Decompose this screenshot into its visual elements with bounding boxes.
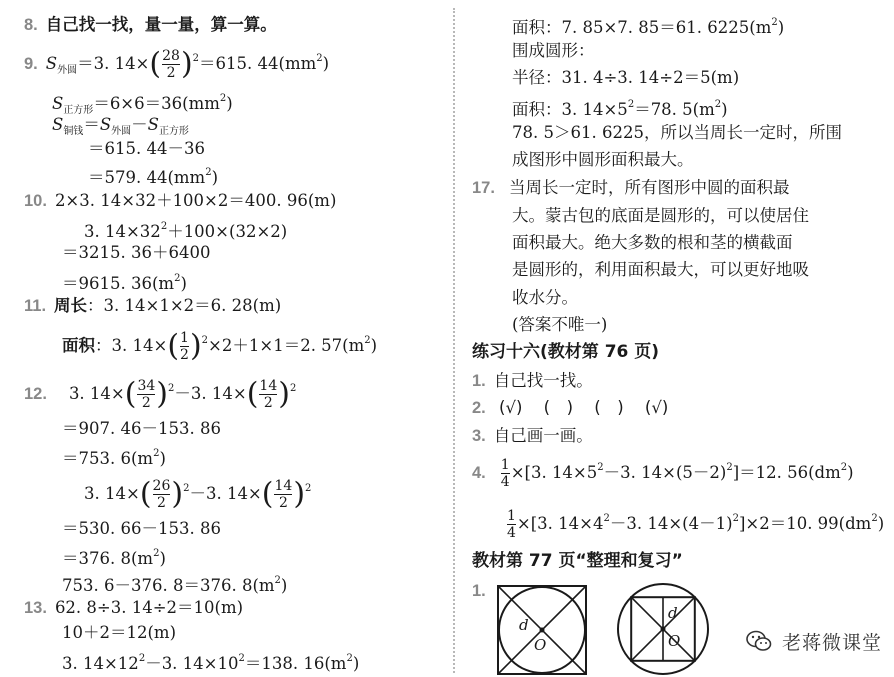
problem-9-line-3: $S_{铜钱}=S_{外圆}-S_{正方形}$ <box>52 115 189 137</box>
answer-check-1: (√) <box>499 398 523 417</box>
problem-9-line-2: $S_{正方形}=6\times 6=36(mm^2)$ <box>52 93 233 116</box>
label-d: d <box>519 616 529 634</box>
problem-17-line-4: 是圆形的，利用面积最大，可以更好地吸 <box>512 260 809 279</box>
exercise-16-title: 练习十六(教材第 76 页) <box>472 342 660 362</box>
review-title: 教材第 77 页“整理和复习” <box>472 551 683 571</box>
problem-10-line-2: 3. $14\times 32^2+100\times(32\times 2)$ <box>84 221 288 241</box>
exercise-16-item-4-line-1: 4. $\frac{1}{4}$ ×[3. $14\times 5^2-3$. $14\times(5-2)^2]=12$. $56(dm^2)$ <box>472 457 854 490</box>
square-with-inscribed-circle-figure <box>496 584 588 676</box>
problem-12-line-5: ＝530. 66－153. 86 <box>62 519 221 538</box>
watermark-text: 老蒋微课堂 <box>782 631 883 654</box>
answer-check-4: (√) <box>644 398 669 417</box>
right-conclusion-1: 78. 5＞61. 6225，所以当周长一定时，所围 <box>512 123 842 142</box>
fraction: $\frac{14}{2}$ <box>274 478 293 511</box>
exercise-16-item-1: 1. 自己找一找。 <box>472 371 593 390</box>
problem-13-line-1: 13. 62. 8÷3. 14÷2＝10(m) <box>24 598 244 617</box>
problem-17-line-3: 面积最大。绝大多数的根和茎的横截面 <box>512 233 793 252</box>
fraction: $\frac{28}{2}$ <box>162 48 180 81</box>
problem-17-line-5: 收水分。 <box>512 288 578 307</box>
fraction: $\frac{1}{2}$ <box>180 330 189 363</box>
label-o: O <box>668 632 681 650</box>
fraction: $\frac{34}{2}$ <box>137 378 156 411</box>
fraction: $\frac{1}{4}$ <box>500 457 510 490</box>
problem-17-note: (答案不唯一) <box>512 315 608 334</box>
exercise-16-item-2: 2. (√) ( ) ( ) (√) <box>472 398 669 417</box>
problem-12-line-2: ＝907. 46－153. 86 <box>62 419 221 438</box>
wechat-icon <box>744 626 774 656</box>
problem-8: 8. 自己找一找，量一量，算一算。 <box>24 15 277 34</box>
review-item-1: 1. <box>472 582 486 600</box>
problem-17-line-1: 17. 当周长一定时，所有图形中圆的面积最 <box>472 178 790 197</box>
problem-10-line-4: ＝9615. $36(m^2)$ <box>62 273 187 293</box>
fraction: $\frac{1}{4}$ <box>507 508 516 541</box>
problem-11-line-2: 面积：3. 14×( $\frac{1}{2}$ )$^2$×2＋1×1＝2. $57(m^2)$ <box>62 328 378 364</box>
problem-12-line-3: ＝753. $6(m^2)$ <box>62 448 166 468</box>
right-area-circle: 面积：3. $14\times 5^2=78$. $5(m^2)$ <box>512 99 728 119</box>
right-conclusion-2: 成图形中圆形面积最大。 <box>512 150 694 169</box>
problem-17-line-2: 大。蒙古包的底面是圆形的，可以使居住 <box>512 206 809 225</box>
problem-12-line-4: 3. 14×( $\frac{26}{2}$ )$^2$－3. 14×( $\frac{14}{2}$ )$^2$ <box>84 476 312 512</box>
problem-11-line-1: 11. 周长：3. 14×1×2＝6. 28(m) <box>24 296 282 315</box>
problem-9-line-4: ＝615. 44－36 <box>88 139 205 158</box>
right-circle-heading: 围成圆形： <box>512 41 595 60</box>
right-area-square: 面积：7. 85×7. 85＝61. $6225(m^2)$ <box>512 17 785 37</box>
exercise-16-item-4-line-2: $\frac{1}{4}$ ×[3. $14\times 4^2-3$. $14\times(4-1)^2]\times 2=10$. $99(dm^2)$ <box>507 508 885 541</box>
fraction: $\frac{26}{2}$ <box>152 478 171 511</box>
answer-blank-2: ( ) <box>543 398 574 417</box>
problem-10-line-3: ＝3215. 36＋6400 <box>62 243 211 262</box>
problem-12-line-7: 753. 6－376. 8＝376. $8(m^2)$ <box>62 575 288 595</box>
center-point <box>661 627 666 632</box>
answer-blank-3: ( ) <box>594 398 624 417</box>
problem-12-line-1: 12. 3. 14×( $\frac{34}{2}$ )$^2$－3. 14×( $\frac{14}{2}$ )$^2$ <box>24 376 297 412</box>
center-point <box>540 628 545 633</box>
label-o: O <box>534 636 547 654</box>
problem-12-line-6: ＝376. $8(m^2)$ <box>62 548 166 568</box>
exercise-16-item-3: 3. 自己画一画。 <box>472 426 593 445</box>
problem-10-line-1: 10. 2×3. 14×32＋100×2＝400. 96(m) <box>24 191 337 210</box>
watermark <box>744 626 882 656</box>
circle-with-inscribed-square-figure <box>616 582 710 676</box>
fraction: $\frac{14}{2}$ <box>259 378 278 411</box>
problem-9-line-5: ＝579. $44(mm^2)$ <box>88 167 219 187</box>
problem-9-line-1: 9. $S_{外圆}=3$. 14×( $\frac{28}{2}$ )$^2$＝615. $44(mm^2)$ <box>24 46 330 82</box>
problem-13-line-3: 3. $14\times 12^2-3$. $14\times 10^2=138$. $16(m^2)$ <box>62 653 360 673</box>
right-radius: 半径：31. 4÷3. 14÷2＝5(m) <box>512 68 740 87</box>
problem-13-line-2: 10＋2＝12(m) <box>62 623 177 642</box>
column-divider <box>453 8 455 673</box>
label-d: d <box>668 604 678 622</box>
